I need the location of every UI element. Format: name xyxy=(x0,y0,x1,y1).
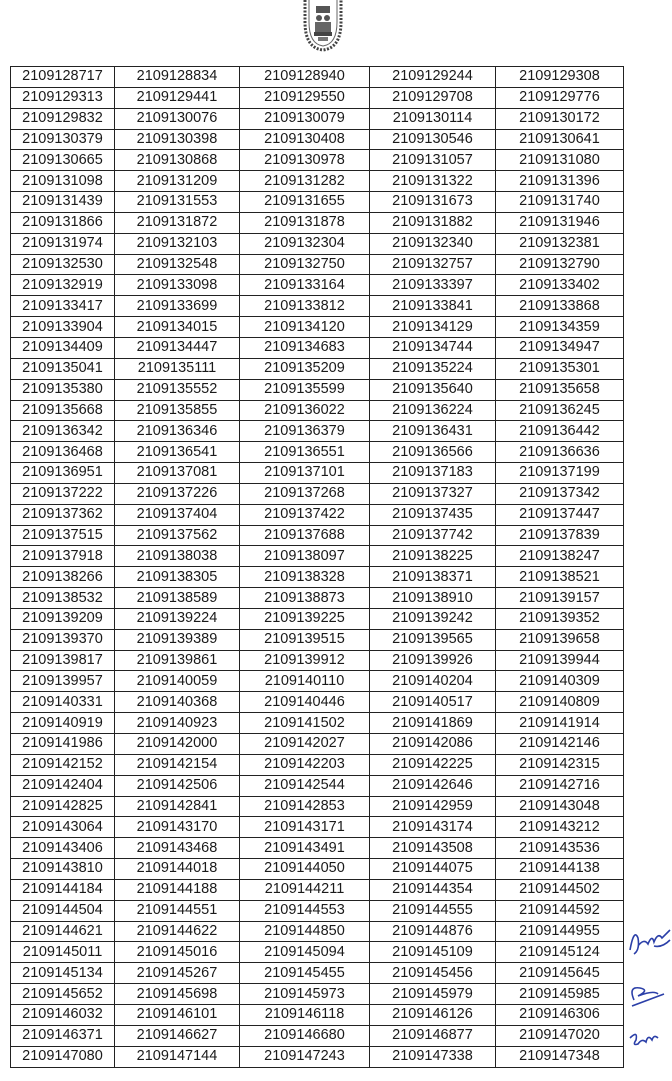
table-row xyxy=(11,859,624,880)
table-row xyxy=(11,108,624,129)
roll-number-cell: 2109142646 xyxy=(370,775,496,796)
table-row xyxy=(11,546,624,567)
roll-number-cell: 2109143048 xyxy=(496,796,624,817)
roll-number-cell: 2109147338 xyxy=(370,1046,496,1067)
roll-number-cell: 2109142825 xyxy=(11,796,115,817)
roll-number-cell: 2109133904 xyxy=(11,317,115,338)
roll-number-cell: 2109139565 xyxy=(370,629,496,650)
roll-number-cell: 2109144850 xyxy=(240,921,370,942)
roll-number-cell: 2109135380 xyxy=(11,379,115,400)
roll-number-cell: 2109140110 xyxy=(240,671,370,692)
roll-number-cell: 2109135640 xyxy=(370,379,496,400)
roll-number-cell: 2109147080 xyxy=(11,1046,115,1067)
roll-number-cell: 2109144211 xyxy=(240,879,370,900)
roll-number-cell: 2109137362 xyxy=(11,504,115,525)
roll-number-cell: 2109144876 xyxy=(370,921,496,942)
roll-number-cell: 2109139157 xyxy=(496,588,624,609)
roll-number-cell: 2109131080 xyxy=(496,150,624,171)
roll-number-cell: 2109142027 xyxy=(240,734,370,755)
roll-number-cell: 2109136468 xyxy=(11,442,115,463)
roll-number-cell: 2109136442 xyxy=(496,421,624,442)
roll-number-cell: 2109130079 xyxy=(240,108,370,129)
table-row xyxy=(11,921,624,942)
table-row xyxy=(11,796,624,817)
roll-number-cell: 2109143536 xyxy=(496,838,624,859)
roll-number-cell: 2109147348 xyxy=(496,1046,624,1067)
roll-number-cell: 2109130978 xyxy=(240,150,370,171)
roll-number-cell: 2109145973 xyxy=(240,984,370,1005)
roll-number-cell: 2109144592 xyxy=(496,900,624,921)
roll-number-cell: 2109137515 xyxy=(11,525,115,546)
roll-number-cell: 2109135552 xyxy=(115,379,240,400)
roll-number-cell: 2109132919 xyxy=(11,275,115,296)
table-row xyxy=(11,608,624,629)
table-row xyxy=(11,1004,624,1025)
roll-number-cell: 2109142506 xyxy=(115,775,240,796)
roll-number-cell: 2109140204 xyxy=(370,671,496,692)
roll-number-cell: 2109136951 xyxy=(11,463,115,484)
roll-number-cell: 2109145267 xyxy=(115,963,240,984)
table-row xyxy=(11,754,624,775)
roll-number-cell: 2109140923 xyxy=(115,713,240,734)
roll-number-cell: 2109132340 xyxy=(370,233,496,254)
roll-number-cell: 2109146877 xyxy=(370,1025,496,1046)
roll-number-cell: 2109132530 xyxy=(11,254,115,275)
table-row xyxy=(11,275,624,296)
roll-number-cell: 2109131322 xyxy=(370,171,496,192)
roll-number-cell: 2109144050 xyxy=(240,859,370,880)
roll-number-cell: 2109131282 xyxy=(240,171,370,192)
table-row xyxy=(11,629,624,650)
roll-number-cell: 2109146101 xyxy=(115,1004,240,1025)
roll-number-cell: 2109133402 xyxy=(496,275,624,296)
roll-number-cell: 2109146032 xyxy=(11,1004,115,1025)
roll-number-cell: 2109131878 xyxy=(240,212,370,233)
roll-number-cell: 2109135668 xyxy=(11,400,115,421)
roll-number-cell: 2109132757 xyxy=(370,254,496,275)
roll-number-cell: 2109137404 xyxy=(115,504,240,525)
roll-number-cell: 2109139912 xyxy=(240,650,370,671)
roll-number-cell: 2109143174 xyxy=(370,817,496,838)
roll-number-cell: 2109130641 xyxy=(496,129,624,150)
table-row xyxy=(11,150,624,171)
roll-number-cell: 2109142544 xyxy=(240,775,370,796)
roll-number-cell: 2109138521 xyxy=(496,567,624,588)
table-row xyxy=(11,692,624,713)
roll-number-cell: 2109144188 xyxy=(115,879,240,900)
roll-number-cell: 2109131057 xyxy=(370,150,496,171)
roll-number-cell: 2109130172 xyxy=(496,108,624,129)
table-row xyxy=(11,212,624,233)
roll-number-cell: 2109140517 xyxy=(370,692,496,713)
roll-number-cell: 2109142853 xyxy=(240,796,370,817)
roll-number-cell: 2109142716 xyxy=(496,775,624,796)
roll-number-cell: 2109132750 xyxy=(240,254,370,275)
roll-number-cell: 2109142154 xyxy=(115,754,240,775)
roll-number-cell: 2109137327 xyxy=(370,483,496,504)
roll-number-cell: 2109137562 xyxy=(115,525,240,546)
roll-number-cell: 2109131872 xyxy=(115,212,240,233)
roll-number-cell: 2109146118 xyxy=(240,1004,370,1025)
roll-number-cell: 2109131553 xyxy=(115,192,240,213)
table-row xyxy=(11,775,624,796)
roll-number-cell: 2109129244 xyxy=(370,67,496,88)
roll-number-cell: 2109144075 xyxy=(370,859,496,880)
roll-number-cell: 2109142203 xyxy=(240,754,370,775)
roll-number-cell: 2109137226 xyxy=(115,483,240,504)
roll-number-cell: 2109138266 xyxy=(11,567,115,588)
roll-number-cell: 2109145109 xyxy=(370,942,496,963)
roll-number-cell: 2109134129 xyxy=(370,317,496,338)
roll-number-cell: 2109145698 xyxy=(115,984,240,1005)
roll-number-cell: 2109137183 xyxy=(370,463,496,484)
roll-number-cell: 2109133841 xyxy=(370,296,496,317)
roll-number-cell: 2109137688 xyxy=(240,525,370,546)
roll-number-cell: 2109140059 xyxy=(115,671,240,692)
roll-number-cell: 2109139370 xyxy=(11,629,115,650)
roll-number-cell: 2109142841 xyxy=(115,796,240,817)
roll-number-cell: 2109143212 xyxy=(496,817,624,838)
roll-number-cell: 2109144184 xyxy=(11,879,115,900)
roll-number-cell: 2109129308 xyxy=(496,67,624,88)
roll-number-cell: 2109136636 xyxy=(496,442,624,463)
roll-number-cell: 2109131882 xyxy=(370,212,496,233)
roll-number-cell: 2109138038 xyxy=(115,546,240,567)
roll-number-cell: 2109135111 xyxy=(115,358,240,379)
table-row xyxy=(11,192,624,213)
roll-number-cell: 2109143468 xyxy=(115,838,240,859)
roll-number-cell: 2109141914 xyxy=(496,713,624,734)
table-row xyxy=(11,296,624,317)
roll-number-cell: 2109130665 xyxy=(11,150,115,171)
roll-number-cell: 2109131655 xyxy=(240,192,370,213)
roll-number-cell: 2109140809 xyxy=(496,692,624,713)
roll-number-table xyxy=(10,66,624,1068)
roll-number-cell: 2109142000 xyxy=(115,734,240,755)
handwritten-signatures-icon xyxy=(624,920,672,1070)
roll-number-cell: 2109142404 xyxy=(11,775,115,796)
roll-number-cell: 2109134359 xyxy=(496,317,624,338)
roll-number-cell: 2109136431 xyxy=(370,421,496,442)
roll-number-cell: 2109143406 xyxy=(11,838,115,859)
roll-number-cell: 2109137101 xyxy=(240,463,370,484)
roll-number-cell: 2109144354 xyxy=(370,879,496,900)
roll-number-cell: 2109130114 xyxy=(370,108,496,129)
table-row xyxy=(11,442,624,463)
roll-number-cell: 2109139224 xyxy=(115,608,240,629)
roll-number-cell: 2109145645 xyxy=(496,963,624,984)
roll-number-cell: 2109134447 xyxy=(115,337,240,358)
roll-number-cell: 2109131209 xyxy=(115,171,240,192)
roll-number-cell: 2109138225 xyxy=(370,546,496,567)
roll-number-cell: 2109146680 xyxy=(240,1025,370,1046)
roll-number-cell: 2109144621 xyxy=(11,921,115,942)
table-row xyxy=(11,317,624,338)
roll-number-cell: 2109135855 xyxy=(115,400,240,421)
roll-number-cell: 2109137422 xyxy=(240,504,370,525)
roll-number-cell: 2109134409 xyxy=(11,337,115,358)
roll-number-cell: 2109144504 xyxy=(11,900,115,921)
roll-number-cell: 2109140368 xyxy=(115,692,240,713)
roll-number-cell: 2109133417 xyxy=(11,296,115,317)
roll-number-cell: 2109136224 xyxy=(370,400,496,421)
roll-number-cell: 2109134120 xyxy=(240,317,370,338)
roll-number-cell: 2109136379 xyxy=(240,421,370,442)
table-row xyxy=(11,671,624,692)
roll-number-cell: 2109139242 xyxy=(370,608,496,629)
roll-number-cell: 2109144553 xyxy=(240,900,370,921)
roll-number-cell: 2109128940 xyxy=(240,67,370,88)
roll-number-cell: 2109145124 xyxy=(496,942,624,963)
roll-number-cell: 2109135041 xyxy=(11,358,115,379)
roll-number-cell: 2109144555 xyxy=(370,900,496,921)
roll-number-cell: 2109143810 xyxy=(11,859,115,880)
roll-number-cell: 2109130408 xyxy=(240,129,370,150)
roll-number-cell: 2109137447 xyxy=(496,504,624,525)
table-row xyxy=(11,233,624,254)
table-row xyxy=(11,129,624,150)
roll-number-cell: 2109138910 xyxy=(370,588,496,609)
roll-number-cell: 2109137222 xyxy=(11,483,115,504)
roll-number-cell: 2109136551 xyxy=(240,442,370,463)
roll-number-cell: 2109136022 xyxy=(240,400,370,421)
roll-number-cell: 2109139658 xyxy=(496,629,624,650)
roll-number-cell: 2109135301 xyxy=(496,358,624,379)
roll-number-cell: 2109142315 xyxy=(496,754,624,775)
roll-number-cell: 2109145011 xyxy=(11,942,115,963)
roll-number-cell: 2109139352 xyxy=(496,608,624,629)
roll-number-cell: 2109138305 xyxy=(115,567,240,588)
roll-number-cell: 2109129313 xyxy=(11,87,115,108)
table-row xyxy=(11,984,624,1005)
table-row xyxy=(11,525,624,546)
roll-number-cell: 2109129708 xyxy=(370,87,496,108)
roll-number-cell: 2109131439 xyxy=(11,192,115,213)
roll-number-cell: 2109131946 xyxy=(496,212,624,233)
roll-number-cell: 2109133397 xyxy=(370,275,496,296)
roll-number-cell: 2109132790 xyxy=(496,254,624,275)
roll-number-cell: 2109143170 xyxy=(115,817,240,838)
roll-number-cell: 2109139926 xyxy=(370,650,496,671)
table-row xyxy=(11,421,624,442)
roll-number-cell: 2109142152 xyxy=(11,754,115,775)
roll-number-cell: 2109138371 xyxy=(370,567,496,588)
roll-number-cell: 2109130868 xyxy=(115,150,240,171)
roll-number-cell: 2109145094 xyxy=(240,942,370,963)
roll-number-cell: 2109129441 xyxy=(115,87,240,108)
roll-number-cell: 2109142086 xyxy=(370,734,496,755)
roll-number-cell: 2109137435 xyxy=(370,504,496,525)
roll-number-cell: 2109133699 xyxy=(115,296,240,317)
roll-number-cell: 2109141986 xyxy=(11,734,115,755)
state-emblem-seal-icon xyxy=(302,0,344,52)
roll-number-cell: 2109145985 xyxy=(496,984,624,1005)
table-row xyxy=(11,942,624,963)
roll-number-cell: 2109145652 xyxy=(11,984,115,1005)
roll-number-cell: 2109142959 xyxy=(370,796,496,817)
roll-number-cell: 2109139861 xyxy=(115,650,240,671)
roll-number-cell: 2109131098 xyxy=(11,171,115,192)
roll-number-cell: 2109133868 xyxy=(496,296,624,317)
roll-number-cell: 2109143171 xyxy=(240,817,370,838)
roll-number-cell: 2109134744 xyxy=(370,337,496,358)
table-row xyxy=(11,567,624,588)
roll-number-cell: 2109146126 xyxy=(370,1004,496,1025)
roll-number-cell: 2109147020 xyxy=(496,1025,624,1046)
table-row xyxy=(11,838,624,859)
roll-number-cell: 2109131396 xyxy=(496,171,624,192)
table-row xyxy=(11,483,624,504)
roll-number-cell: 2109144551 xyxy=(115,900,240,921)
roll-number-cell: 2109142225 xyxy=(370,754,496,775)
table-row xyxy=(11,400,624,421)
roll-number-cell: 2109139817 xyxy=(11,650,115,671)
roll-number-cell: 2109143064 xyxy=(11,817,115,838)
roll-number-cell: 2109145134 xyxy=(11,963,115,984)
roll-number-cell: 2109136346 xyxy=(115,421,240,442)
roll-number-cell: 2109129550 xyxy=(240,87,370,108)
roll-number-cell: 2109135658 xyxy=(496,379,624,400)
roll-number-cell: 2109138328 xyxy=(240,567,370,588)
table-row xyxy=(11,337,624,358)
roll-number-cell: 2109135224 xyxy=(370,358,496,379)
roll-number-cell: 2109139225 xyxy=(240,608,370,629)
roll-number-cell: 2109137839 xyxy=(496,525,624,546)
roll-number-cell: 2109144622 xyxy=(115,921,240,942)
roll-number-cell: 2109138873 xyxy=(240,588,370,609)
roll-number-cell: 2109136342 xyxy=(11,421,115,442)
roll-number-cell: 2109136245 xyxy=(496,400,624,421)
roll-number-cell: 2109128717 xyxy=(11,67,115,88)
table-row xyxy=(11,358,624,379)
roll-number-cell: 2109129832 xyxy=(11,108,115,129)
table-row xyxy=(11,650,624,671)
roll-number-cell: 2109137342 xyxy=(496,483,624,504)
roll-number-cell: 2109134015 xyxy=(115,317,240,338)
roll-number-cell: 2109145455 xyxy=(240,963,370,984)
roll-number-cell: 2109132548 xyxy=(115,254,240,275)
roll-number-cell: 2109145979 xyxy=(370,984,496,1005)
roll-number-cell: 2109145016 xyxy=(115,942,240,963)
roll-number-cell: 2109135599 xyxy=(240,379,370,400)
table-row xyxy=(11,171,624,192)
table-row xyxy=(11,817,624,838)
roll-number-cell: 2109138247 xyxy=(496,546,624,567)
roll-number-cell: 2109137081 xyxy=(115,463,240,484)
roll-number-cell: 2109143508 xyxy=(370,838,496,859)
roll-number-cell: 2109130546 xyxy=(370,129,496,150)
roll-number-cell: 2109138097 xyxy=(240,546,370,567)
roll-number-cell: 2109131673 xyxy=(370,192,496,213)
roll-number-cell: 2109140309 xyxy=(496,671,624,692)
roll-number-cell: 2109138532 xyxy=(11,588,115,609)
roll-number-cell: 2109139389 xyxy=(115,629,240,650)
roll-number-cell: 2109146627 xyxy=(115,1025,240,1046)
roll-number-cell: 2109140331 xyxy=(11,692,115,713)
roll-number-cell: 2109130379 xyxy=(11,129,115,150)
roll-number-cell: 2109139515 xyxy=(240,629,370,650)
table-row xyxy=(11,504,624,525)
table-row xyxy=(11,900,624,921)
roll-number-cell: 2109144138 xyxy=(496,859,624,880)
roll-number-cell: 2109132103 xyxy=(115,233,240,254)
roll-number-cell: 2109132381 xyxy=(496,233,624,254)
table-row xyxy=(11,87,624,108)
roll-number-cell: 2109146371 xyxy=(11,1025,115,1046)
roll-number-cell: 2109140919 xyxy=(11,713,115,734)
roll-number-cell: 2109144018 xyxy=(115,859,240,880)
table-row xyxy=(11,1046,624,1067)
roll-number-cell: 2109131974 xyxy=(11,233,115,254)
roll-number-cell: 2109129776 xyxy=(496,87,624,108)
roll-number-cell: 2109128834 xyxy=(115,67,240,88)
table-row xyxy=(11,254,624,275)
roll-number-cell: 2109133098 xyxy=(115,275,240,296)
roll-number-cell: 2109142146 xyxy=(496,734,624,755)
roll-number-cell: 2109144955 xyxy=(496,921,624,942)
roll-number-cell: 2109134947 xyxy=(496,337,624,358)
table-row xyxy=(11,713,624,734)
roll-number-cell: 2109147144 xyxy=(115,1046,240,1067)
table-row xyxy=(11,963,624,984)
roll-number-cell: 2109139944 xyxy=(496,650,624,671)
roll-number-cell: 2109137918 xyxy=(11,546,115,567)
roll-number-cell: 2109131740 xyxy=(496,192,624,213)
roll-number-cell: 2109140446 xyxy=(240,692,370,713)
roll-number-cell: 2109139957 xyxy=(11,671,115,692)
roll-number-cell: 2109135209 xyxy=(240,358,370,379)
roll-number-cell: 2109145456 xyxy=(370,963,496,984)
roll-number-cell: 2109141869 xyxy=(370,713,496,734)
roll-number-cell: 2109130398 xyxy=(115,129,240,150)
roll-number-cell: 2109136566 xyxy=(370,442,496,463)
roll-number-cell: 2109137268 xyxy=(240,483,370,504)
table-row xyxy=(11,67,624,88)
roll-number-cell: 2109134683 xyxy=(240,337,370,358)
roll-number-cell: 2109132304 xyxy=(240,233,370,254)
roll-number-cell: 2109143491 xyxy=(240,838,370,859)
roll-number-cell: 2109133164 xyxy=(240,275,370,296)
roll-number-cell: 2109137199 xyxy=(496,463,624,484)
roll-number-cell: 2109131866 xyxy=(11,212,115,233)
table-row xyxy=(11,734,624,755)
table-row xyxy=(11,879,624,900)
table-row xyxy=(11,463,624,484)
table-row xyxy=(11,1025,624,1046)
roll-number-cell: 2109137742 xyxy=(370,525,496,546)
roll-number-cell: 2109146306 xyxy=(496,1004,624,1025)
roll-number-cell: 2109147243 xyxy=(240,1046,370,1067)
roll-number-cell: 2109141502 xyxy=(240,713,370,734)
roll-number-cell: 2109133812 xyxy=(240,296,370,317)
roll-number-cell: 2109144502 xyxy=(496,879,624,900)
roll-number-cell: 2109130076 xyxy=(115,108,240,129)
roll-number-cell: 2109139209 xyxy=(11,608,115,629)
roll-number-cell: 2109136541 xyxy=(115,442,240,463)
roll-number-cell: 2109138589 xyxy=(115,588,240,609)
table-row xyxy=(11,588,624,609)
table-row xyxy=(11,379,624,400)
